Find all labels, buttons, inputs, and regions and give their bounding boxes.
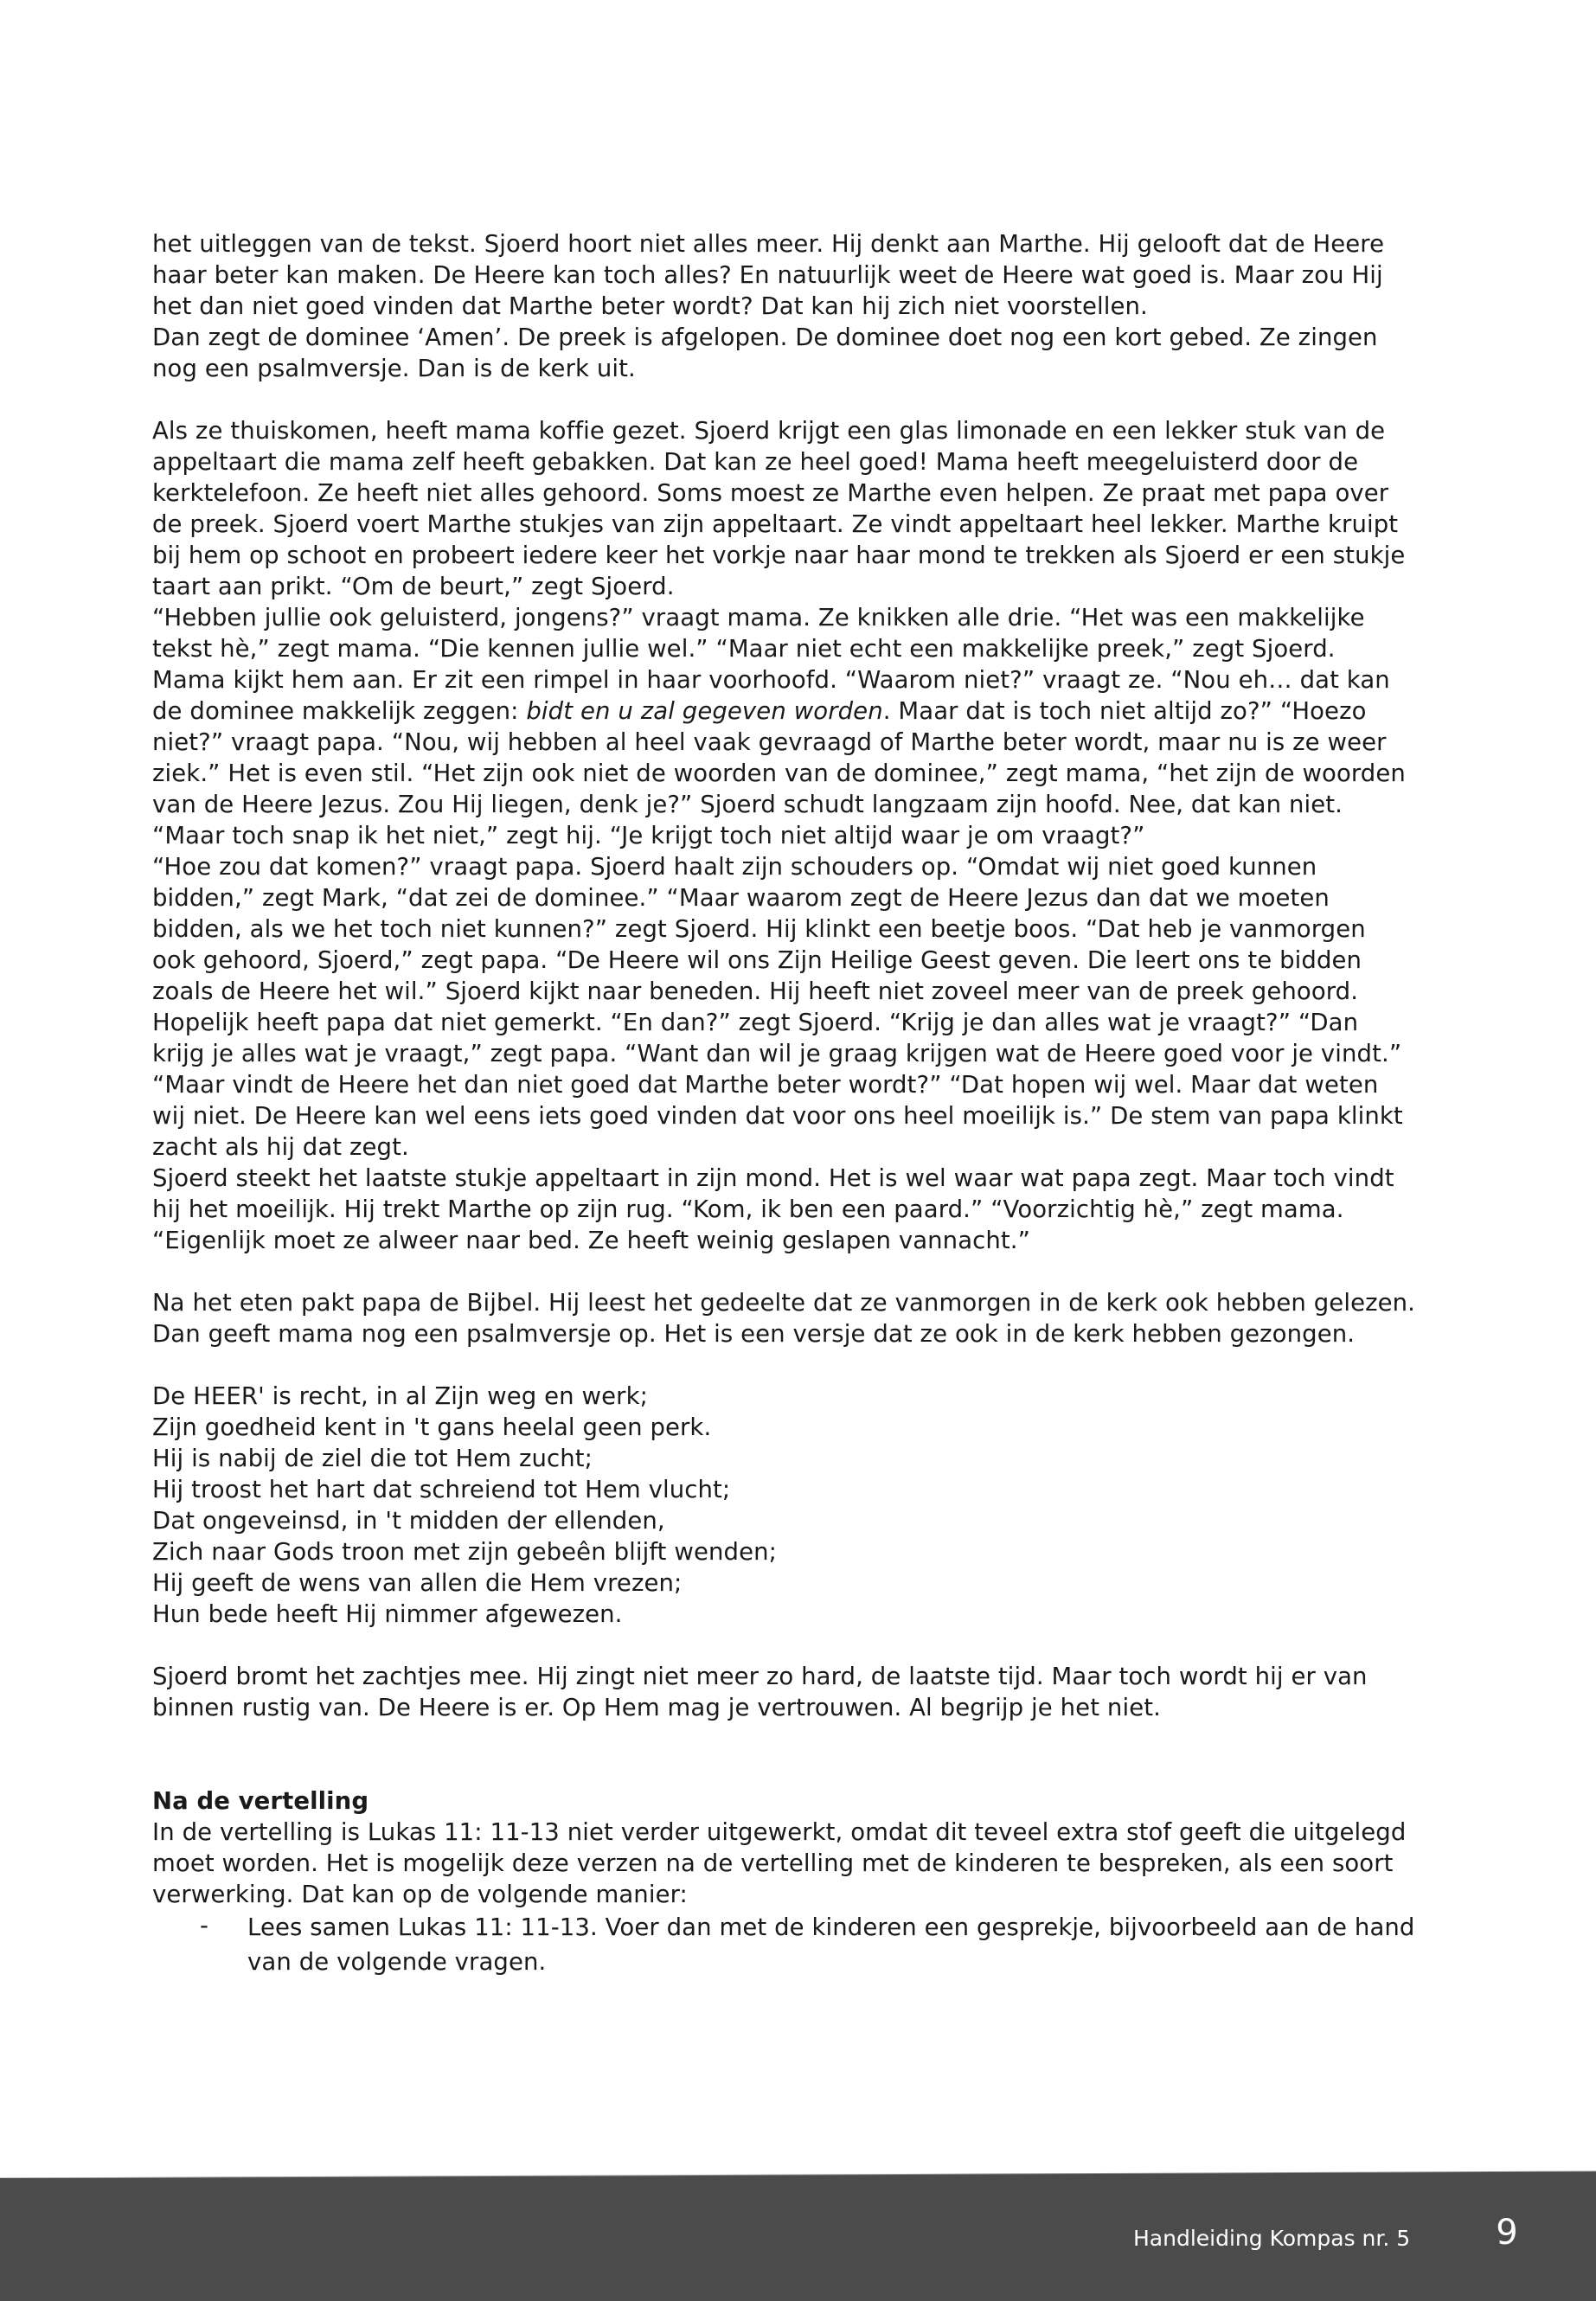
list-dash: -: [200, 1912, 209, 1939]
section-heading: Na de vertelling: [152, 1787, 369, 1815]
paragraph-gap: [152, 1630, 1415, 1661]
paragraph-gap: [152, 1723, 1415, 1754]
footer-title: Handleiding Kompas nr. 5: [1133, 2226, 1411, 2251]
story-paragraph: [152, 602, 1415, 851]
story-text: “Hebben jullie ook geluisterd, jongens?” vraagt mama. Ze knikken alle drie. “Het was een makkelijke tekst hè,” zegt mama. “Die kennen jullie wel.” “Maar niet echt een makkelijke preek,” zegt Sjoerd. Mama kijkt hem aan. Er zit een rimpel in haar voorhoofd. “Waarom niet?” vraagt ze. “Nou eh… dat kan de dominee makkelijk zeggen:: [152, 604, 1390, 725]
psalm-line: Zijn goedheid kent in 't gans heelal geen perk.: [152, 1413, 712, 1441]
story-paragraph: “Hoe zou dat komen?” vraagt papa. Sjoerd haalt zijn schouders op. “Omdat wij niet goed kunnen bidden,” zegt Mark, “dat zei de dominee.” “Maar waarom zegt de Heere Jezus dan dat we moeten bidden, als we het toch niet kunnen?” zegt Sjoerd. Hij klinkt een beetje boos. “Dat heb je vanmorgen ook gehoord, Sjoerd,” zegt papa. “De Heere wil ons Zijn Heilige Geest geven. Die leert ons te bidden zoals de Heere het wil.” Sjoerd kijkt naar beneden. Hij heeft niet zoveel meer van de preek gehoord. Hopelijk heeft papa dat niet gemerkt. “En dan?” zegt Sjoerd. “Krijg je dan alles wat je vraagt?” “Dan krijg je alles wat je vraagt,” zegt papa. “Want dan wil je graag krijgen wat de Heere goed voor je vindt.” “Maar vindt de Heere het dan niet goed dat Marthe beter wordt?” “Dat hopen wij wel. Maar dat weten wij niet. De Heere kan wel eens iets goed vinden dat voor ons heel moeilijk is.” De stem van papa klinkt zacht als hij dat zegt.: [152, 853, 1403, 1161]
list-item: [152, 1910, 1415, 1979]
psalm-line: De HEER' is recht, in al Zijn weg en werk;: [152, 1382, 648, 1410]
italic-quote: bidt en u zal gegeven worden: [526, 697, 883, 725]
document-body: [152, 228, 1415, 1979]
psalm-line: Dat ongeveinsd, in 't midden der ellenden,: [152, 1507, 665, 1535]
story-paragraph: Sjoerd steekt het laatste stukje appeltaart in zijn mond. Het is wel waar wat papa zegt. Maar toch vindt hij het moeilijk. Hij trekt Marthe op zijn rug. “Kom, ik ben een paard.” “Voorzichtig hè,” zegt mama. “Eigenlijk moet ze alweer naar bed. Ze heeft weinig geslapen vannacht.”: [152, 1164, 1394, 1254]
psalm-line: Hij geeft de wens van allen die Hem vrezen;: [152, 1569, 683, 1597]
psalm-line: Hun bede heeft Hij nimmer afgewezen.: [152, 1600, 623, 1628]
story-paragraph: Als ze thuiskomen, heeft mama koffie gezet. Sjoerd krijgt een glas limonade en een lekker stuk van de appeltaart die mama zelf heeft gebakken. Dat kan ze heel goed! Mama heeft meegeluisterd door de kerktelefoon. Ze heeft niet alles gehoord. Soms moest ze Marthe even helpen. Ze praat met papa over de preek. Sjoerd voert Marthe stukjes van zijn appeltaart. Ze vindt appeltaart heel lekker. Marthe kruipt bij hem op schoot en probeert iedere keer het vorkje naar haar mond te trekken als Sjoerd er een stukje taart aan prikt. “Om de beurt,” zegt Sjoerd.: [152, 417, 1406, 600]
paragraph-gap: [152, 1754, 1415, 1785]
list-item-text: Lees samen Lukas 11: 11-13. Voer dan met de kinderen een gesprekje, bijvoorbeeld aan de hand van de volgende vragen.: [247, 1913, 1415, 1976]
paragraph-gap: [152, 384, 1415, 415]
psalm-line: Hij troost het hart dat schreiend tot Hem vlucht;: [152, 1476, 731, 1503]
story-paragraph: Dan zegt de dominee ‘Amen’. De preek is afgelopen. De dominee doet nog een kort gebed. Ze zingen nog een psalmversje. Dan is de kerk uit.: [152, 324, 1378, 382]
story-paragraph: Sjoerd bromt het zachtjes mee. Hij zingt niet meer zo hard, de laatste tijd. Maar toch wordt hij er van binnen rustig van. De Heere is er. Op Hem mag je vertrouwen. Al begrijp je het niet.: [152, 1663, 1368, 1721]
story-text: . Maar dat is toch niet altijd zo?” “Hoezo niet?” vraagt papa. “Nou, wij hebben al heel vaak gevraagd of Marthe beter wordt, maar nu is ze weer ziek.” Het is even stil. “Het zijn ook niet de woorden van de dominee,” zegt mama, “het zijn de woorden van de Heere Jezus. Zou Hij liegen, denk je?” Sjoerd schudt langzaam zijn hoofd. Nee, dat kan niet. “Maar toch snap ik het niet,” zegt hij. “Je krijgt toch niet altijd waar je om vraagt?”: [152, 697, 1406, 849]
page-number: 9: [1496, 2213, 1518, 2253]
paragraph-gap: [152, 1349, 1415, 1381]
psalm-line: Hij is nabij de ziel die tot Hem zucht;: [152, 1445, 593, 1472]
story-paragraph: Na het eten pakt papa de Bijbel. Hij leest het gedeelte dat ze vanmorgen in de kerk ook hebben gelezen. Dan geeft mama nog een psalmversje op. Het is een versje dat ze ook in de kerk hebben gezongen.: [152, 1289, 1416, 1348]
story-paragraph: het uitleggen van de tekst. Sjoerd hoort niet alles meer. Hij denkt aan Marthe. Hij gelooft dat de Heere haar beter kan maken. De Heere kan toch alles? En natuurlijk weet de Heere wat goed is. Maar zou Hij het dan niet goed vinden dat Marthe beter wordt? Dat kan hij zich niet voorstellen.: [152, 230, 1385, 320]
section-intro: In de vertelling is Lukas 11: 11-13 niet verder uitgewerkt, omdat dit teveel extra stof geeft die uitgelegd moet worden. Het is mogelijk deze verzen na de vertelling met de kinderen te bespreken, als een soort verwerking. Dat kan op de volgende manier:: [152, 1818, 1407, 1908]
psalm-line: Zich naar Gods troon met zijn gebeên blijft wenden;: [152, 1538, 777, 1566]
paragraph-gap: [152, 1256, 1415, 1287]
psalm-verse: [152, 1381, 1415, 1630]
